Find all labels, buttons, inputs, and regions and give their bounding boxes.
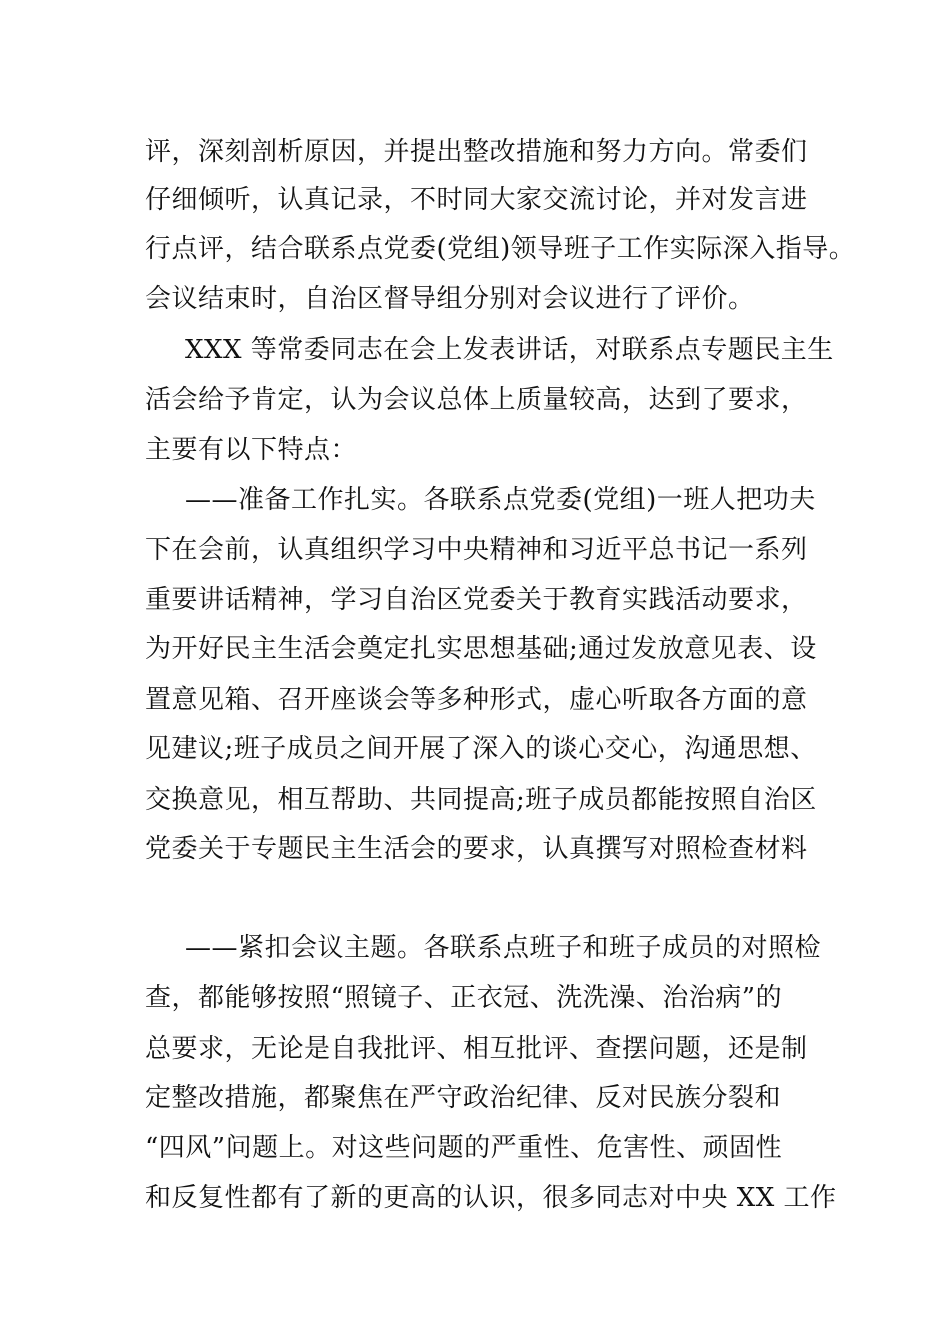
text-line: 和反复性都有了新的更高的认识，很多同志对中央 XX 工作: [145, 1183, 837, 1213]
text-line: 会议结束时，自治区督导组分别对会议进行了评价。: [145, 284, 755, 314]
text-line: 仔细倾听，认真记录，不时同大家交流讨论，并对发言进: [145, 185, 808, 215]
section-heading-line: ——紧扣会议主题。各联系点班子和班子成员的对照检: [185, 933, 822, 963]
text-line: 总要求，无论是自我批评、相互批评、查摆问题，还是制: [145, 1034, 808, 1064]
text-line: 查，都能够按照“照镜子、正衣冠、洗洗澡、治治病”的: [145, 983, 783, 1013]
text-line: 交换意见，相互帮助、共同提高;班子成员都能按照自治区: [145, 785, 817, 815]
text-line: 评，深刻剖析原因，并提出整改措施和努力方向。常委们: [145, 137, 808, 167]
text-line: 置意见箱、召开座谈会等多种形式，虚心听取各方面的意: [145, 685, 808, 715]
text-line: 重要讲话精神，学习自治区党委关于教育实践活动要求，: [145, 585, 808, 615]
text-line: 活会给予肯定，认为会议总体上质量较高，达到了要求，: [145, 385, 808, 415]
text-line: 党委关于专题民主生活会的要求，认真撰写对照检查材料: [145, 834, 808, 864]
paragraph-first-line: XXX 等常委同志在会上发表讲话，对联系点专题民主生: [185, 335, 834, 365]
text-line: 见建议;班子成员之间开展了深入的谈心交心，沟通思想、: [145, 734, 817, 764]
text-line: 行点评，结合联系点党委(党组)领导班子工作实际深入指导。: [145, 234, 856, 264]
section-heading-line: ——准备工作扎实。各联系点党委(党组)一班人把功夫: [185, 485, 816, 515]
text-line: 主要有以下特点：: [145, 435, 358, 465]
text-line: 为开好民主生活会奠定扎实思想基础;通过发放意见表、设: [145, 634, 817, 664]
text-line: 下在会前，认真组织学习中央精神和习近平总书记一系列: [145, 535, 808, 565]
text-line: 定整改措施，都聚焦在严守政治纪律、反对民族分裂和: [145, 1083, 782, 1113]
text-line: “四风”问题上。对这些问题的严重性、危害性、顽固性: [145, 1133, 783, 1163]
